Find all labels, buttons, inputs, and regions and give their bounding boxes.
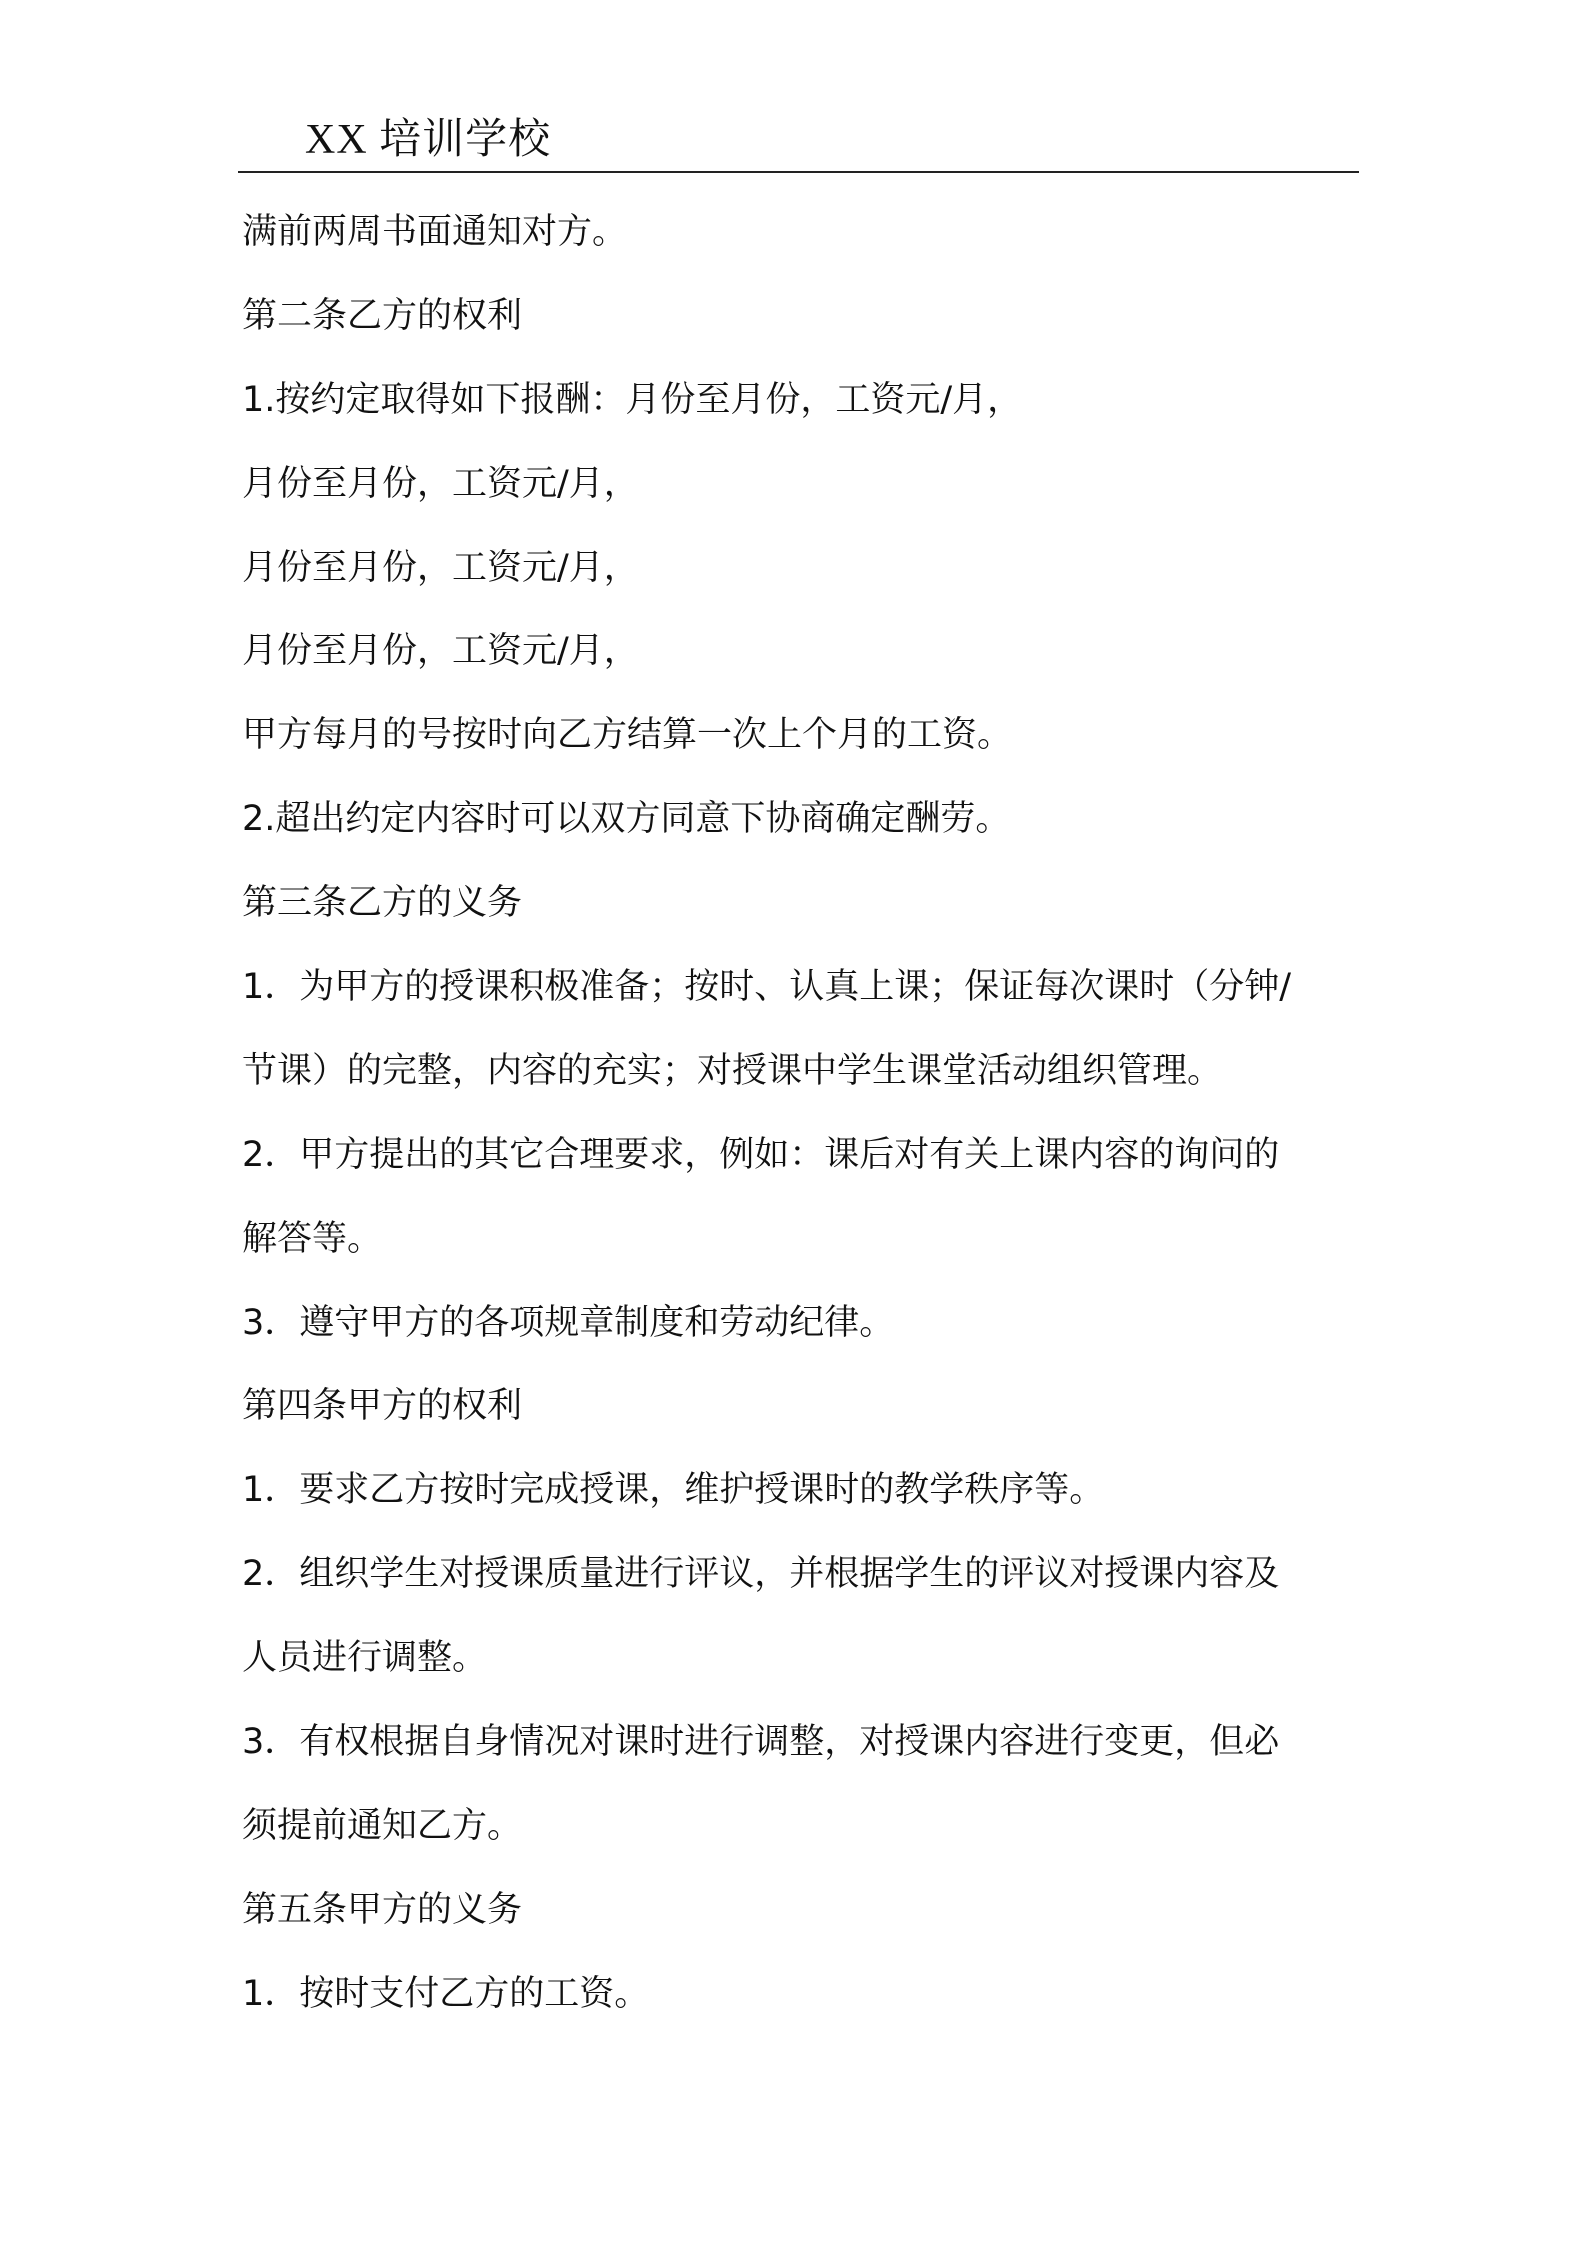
paragraph-line: 月份至月份，工资元/月， [242, 631, 639, 672]
paragraph-line: 3．有权根据自身情况对课时进行调整，对授课内容进行变更，但必 [242, 1722, 1280, 1763]
paragraph-line: 2.超出约定内容时可以双方同意下协商确定酬劳。 [242, 799, 1011, 840]
paragraph-line: 甲方每月的号按时向乙方结算一次上个月的工资。 [242, 715, 1013, 756]
paragraph-line: 须提前通知乙方。 [242, 1805, 523, 1846]
paragraph-line: 解答等。 [242, 1218, 383, 1259]
paragraph-line: 月份至月份，工资元/月， [242, 547, 639, 588]
paragraph-line: 2．甲方提出的其它合理要求，例如：课后对有关上课内容的询问的 [242, 1134, 1280, 1175]
section-heading: 第四条甲方的权利 [242, 1386, 523, 1427]
paragraph-line: 1．按时支付乙方的工资。 [242, 1973, 650, 2014]
paragraph-line: 3．遵守甲方的各项规章制度和劳动纪律。 [242, 1302, 895, 1343]
paragraph-line: 1．为甲方的授课积极准备；按时、认真上课；保证每次课时（分钟/ [242, 967, 1292, 1008]
paragraph-line: 1.按约定取得如下报酬：月份至月份，工资元/月， [242, 379, 1023, 420]
section-heading: 第二条乙方的权利 [242, 295, 523, 336]
paragraph-line: 1．要求乙方按时完成授课，维护授课时的教学秩序等。 [242, 1470, 1105, 1511]
document-body [242, 204, 1362, 2050]
paragraph-line: 月份至月份，工资元/月， [242, 463, 639, 504]
header-divider [238, 171, 1359, 173]
paragraph-line: 满前两周书面通知对方。 [242, 212, 628, 252]
section-heading: 第五条甲方的义务 [242, 1889, 523, 1930]
paragraph-line: 人员进行调整。 [242, 1638, 488, 1679]
header-title: XX 培训学校 [305, 117, 552, 163]
paragraph-line: 2．组织学生对授课质量进行评议，并根据学生的评议对授课内容及 [242, 1554, 1280, 1595]
paragraph-line: 节课）的完整，内容的充实；对授课中学生课堂活动组织管理。 [242, 1050, 1223, 1091]
section-heading: 第三条乙方的义务 [242, 883, 523, 924]
